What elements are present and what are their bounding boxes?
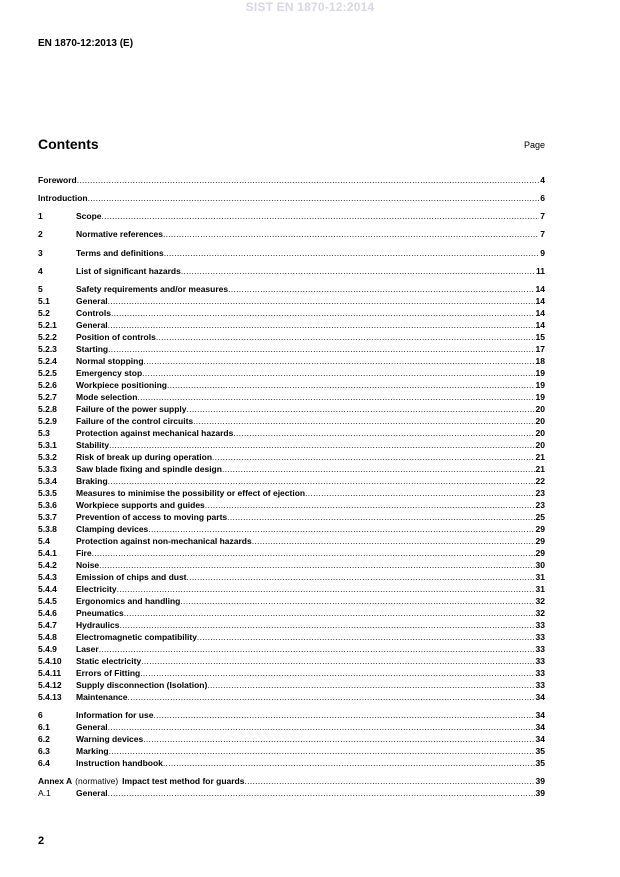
toc-title: Position of controls — [76, 332, 156, 342]
toc-number: 5.2.2 — [38, 332, 57, 342]
toc-row[interactable] — [38, 229, 545, 240]
toc-leader — [187, 404, 535, 415]
toc-page: 31 — [535, 572, 545, 582]
toc-page: 29 — [535, 548, 545, 558]
toc-number: 5.4.5 — [38, 596, 57, 606]
page-number: 2 — [38, 835, 45, 847]
toc-title: Workpiece supports and guides — [76, 500, 205, 510]
toc-title: Instruction handbook — [76, 758, 163, 768]
toc-row[interactable] — [38, 175, 545, 186]
toc-number: 5.3.5 — [38, 488, 57, 498]
toc-title: Failure of the power supply — [76, 404, 187, 414]
toc-row[interactable] — [38, 193, 545, 204]
toc-number: 6.2 — [38, 734, 50, 744]
toc-row[interactable] — [38, 476, 545, 487]
toc-leader — [164, 248, 540, 259]
toc-title: Scope — [76, 211, 102, 221]
toc-number: 5.4.4 — [38, 584, 57, 594]
toc-row[interactable] — [38, 211, 545, 222]
toc-number: 5.3.6 — [38, 500, 57, 510]
toc-row[interactable] — [38, 428, 545, 439]
toc-number: 6.3 — [38, 746, 50, 756]
toc-page: 20 — [535, 428, 545, 438]
toc-number: 6.4 — [38, 758, 50, 768]
toc-number: 5 — [38, 284, 43, 294]
toc-number: 5.4.3 — [38, 572, 57, 582]
toc-page: 14 — [535, 284, 545, 294]
toc-row[interactable] — [38, 266, 545, 277]
toc-row[interactable] — [38, 656, 545, 667]
toc-number: 6 — [38, 710, 43, 720]
toc-row[interactable] — [38, 512, 545, 523]
toc-title: Hydraulics — [76, 620, 120, 630]
toc-page: 34 — [535, 734, 545, 744]
toc-title: Mode selection — [76, 392, 138, 402]
toc-leader — [228, 284, 534, 295]
toc-number: 5.2 — [38, 308, 50, 318]
toc-number: 1 — [38, 211, 43, 221]
toc-title: Protection against mechanical hazards — [76, 428, 234, 438]
toc-number: 5.4.2 — [38, 560, 57, 570]
toc-row[interactable] — [38, 584, 545, 595]
toc-page: 33 — [535, 656, 545, 666]
toc-title: General — [76, 296, 108, 306]
toc-leader — [227, 512, 534, 523]
toc-title: List of significant hazards — [76, 266, 181, 276]
toc-page: 6 — [540, 193, 545, 203]
toc-page: 32 — [535, 608, 545, 618]
toc-leader — [167, 380, 535, 391]
toc-leader — [88, 193, 540, 204]
toc-number: 5.4.6 — [38, 608, 57, 618]
toc-page: 4 — [540, 175, 545, 185]
toc-title: Impact test method for guards — [122, 776, 245, 786]
toc-row[interactable] — [38, 296, 545, 307]
toc-row[interactable] — [38, 644, 545, 655]
document-id: EN 1870-12:2013 (E) — [38, 38, 134, 49]
toc-number: A.1 — [38, 788, 51, 798]
toc-page: 15 — [535, 332, 545, 342]
toc-page: 35 — [535, 758, 545, 768]
toc-number: 5.2.8 — [38, 404, 57, 414]
toc-number: 5.3.7 — [38, 512, 57, 522]
toc-number: 5.4.11 — [38, 668, 62, 678]
toc-title: Maintenance — [76, 692, 128, 702]
toc-page: 19 — [535, 368, 545, 378]
toc-leader — [153, 710, 534, 721]
toc-row[interactable] — [38, 332, 545, 343]
toc-leader — [181, 266, 535, 277]
toc-page: 20 — [535, 404, 545, 414]
toc-leader — [197, 632, 535, 643]
toc-page: 9 — [540, 248, 545, 258]
toc-row[interactable] — [38, 308, 545, 319]
toc-leader — [109, 746, 535, 757]
toc-title: Fire — [76, 548, 92, 558]
toc-leader — [144, 356, 535, 367]
toc-page: 29 — [535, 524, 545, 534]
toc-leader — [233, 428, 534, 439]
toc-page: 22 — [535, 476, 545, 486]
toc-leader — [140, 668, 534, 679]
toc-number: 5.3 — [38, 428, 50, 438]
page-column-label: Page — [523, 140, 545, 150]
toc-leader — [108, 788, 535, 799]
toc-title: Information for use — [76, 710, 154, 720]
toc-title: Static electricity — [76, 656, 142, 666]
toc-row[interactable] — [38, 440, 545, 451]
toc-leader — [205, 500, 535, 511]
toc-leader — [77, 175, 540, 186]
toc-title: Marking — [76, 746, 109, 756]
toc-page: 33 — [535, 644, 545, 654]
toc-number: 5.3.4 — [38, 476, 57, 486]
toc-title: Terms and definitions — [76, 248, 164, 258]
toc-annex-label: Annex A — [38, 776, 73, 786]
toc-number: 5.3.2 — [38, 452, 57, 462]
toc-number: 5.4.9 — [38, 644, 57, 654]
toc-number: 5.2.3 — [38, 344, 57, 354]
toc-row[interactable] — [38, 500, 545, 511]
toc-row[interactable] — [38, 452, 545, 463]
toc-row[interactable] — [38, 758, 545, 769]
toc-leader — [128, 692, 535, 703]
toc-leader — [108, 344, 534, 355]
toc-number: 5.4 — [38, 536, 50, 546]
toc-title: Foreword — [38, 175, 77, 185]
toc-leader — [252, 536, 535, 547]
toc-title: Normal stopping — [76, 356, 144, 366]
toc-page: 32 — [535, 596, 545, 606]
toc-number: 5.4.12 — [38, 680, 62, 690]
toc-number: 3 — [38, 248, 43, 258]
toc-page: 31 — [535, 584, 545, 594]
toc-leader — [193, 416, 534, 427]
toc-row[interactable] — [38, 746, 545, 757]
toc-leader — [92, 548, 535, 559]
toc-title: Prevention of access to moving parts — [76, 512, 228, 522]
toc-number: 5.2.4 — [38, 356, 57, 366]
toc-title: Risk of break up during operation — [76, 452, 213, 462]
toc-page: 7 — [540, 211, 545, 221]
toc-row[interactable] — [38, 344, 545, 355]
toc-leader — [108, 476, 535, 487]
toc-title: Stability — [76, 440, 110, 450]
watermark: SIST EN 1870-12:2014 — [245, 0, 375, 14]
toc-leader — [102, 211, 540, 222]
toc-page: 20 — [535, 416, 545, 426]
toc-number: 4 — [38, 266, 43, 276]
toc-number: 5.4.10 — [38, 656, 62, 666]
toc-page: 23 — [535, 500, 545, 510]
toc-page: 11 — [536, 266, 545, 276]
toc-leader — [305, 488, 534, 499]
toc-leader — [142, 368, 534, 379]
toc-page: 39 — [535, 776, 545, 786]
toc-page: 33 — [535, 668, 545, 678]
toc-row[interactable] — [38, 416, 545, 427]
toc-annex-type: (normative) — [75, 776, 119, 786]
toc-leader — [119, 620, 534, 631]
toc-page: 35 — [535, 746, 545, 756]
toc-leader — [99, 644, 535, 655]
toc-leader — [143, 734, 534, 745]
toc-row[interactable] — [38, 680, 545, 691]
toc-title: Emission of chips and dust — [76, 572, 187, 582]
toc-number: 5.4.1 — [38, 548, 57, 558]
toc-page: 39 — [535, 788, 545, 798]
toc-leader — [222, 464, 535, 475]
toc-row[interactable] — [38, 380, 545, 391]
toc-title: Introduction — [38, 193, 88, 203]
toc-page: 25 — [535, 512, 545, 522]
toc-row[interactable] — [38, 692, 545, 703]
toc-leader — [109, 440, 534, 451]
toc-leader — [180, 596, 534, 607]
toc-page: 7 — [540, 229, 545, 239]
toc-leader — [108, 296, 535, 307]
toc-leader — [207, 680, 534, 691]
toc-page: 19 — [535, 392, 545, 402]
toc-title: Errors of Fitting — [76, 668, 141, 678]
toc-row[interactable] — [38, 560, 545, 571]
toc-page: 21 — [535, 464, 545, 474]
toc-title: Braking — [76, 476, 108, 486]
toc-page: 33 — [535, 632, 545, 642]
toc-number: 5.2.9 — [38, 416, 57, 426]
toc-title: General — [76, 788, 108, 798]
toc-leader — [244, 776, 534, 787]
toc-title: Pneumatics — [76, 608, 124, 618]
toc-row[interactable] — [38, 356, 545, 367]
toc-row[interactable] — [38, 404, 545, 415]
toc-title: Electromagnetic compatibility — [76, 632, 197, 642]
toc-row[interactable] — [38, 596, 545, 607]
toc-row[interactable] — [38, 632, 545, 643]
toc-title: Starting — [76, 344, 109, 354]
toc-leader — [124, 608, 535, 619]
toc-title: Saw blade fixing and spindle design — [76, 464, 222, 474]
toc-title: Noise — [76, 560, 100, 570]
contents-title: Contents — [38, 136, 99, 152]
toc-page: 23 — [535, 488, 545, 498]
toc-leader — [148, 524, 534, 535]
toc-row[interactable] — [38, 710, 545, 721]
toc-leader — [163, 229, 539, 240]
toc-page: 18 — [535, 356, 545, 366]
toc-title: Measures to minimise the possibility or effect of ejection — [76, 488, 306, 498]
toc-title: Controls — [76, 308, 111, 318]
toc-title: Electricity — [76, 584, 117, 594]
toc-title: Clamping devices — [76, 524, 149, 534]
toc-page: 33 — [535, 620, 545, 630]
toc-title: Emergency stop — [76, 368, 143, 378]
toc-number: 5.3.3 — [38, 464, 57, 474]
toc-row[interactable] — [38, 284, 545, 295]
toc-leader — [108, 320, 535, 331]
toc-row[interactable] — [38, 320, 545, 331]
toc-title: General — [76, 320, 108, 330]
toc-title: Supply disconnection (Isolation) — [76, 680, 208, 690]
toc-page: 34 — [535, 710, 545, 720]
toc-row[interactable] — [38, 524, 545, 535]
toc-title: Normative references — [76, 229, 163, 239]
toc-page: 14 — [535, 296, 545, 306]
toc-number: 5.2.6 — [38, 380, 57, 390]
toc-title: General — [76, 722, 108, 732]
toc-leader — [163, 758, 535, 769]
toc-number: 5.4.8 — [38, 632, 57, 642]
toc-number: 6.1 — [38, 722, 50, 732]
toc-row[interactable] — [38, 788, 545, 799]
toc-row[interactable] — [38, 722, 545, 733]
toc-leader — [108, 722, 535, 733]
toc-page: 34 — [535, 722, 545, 732]
toc-leader — [141, 656, 534, 667]
toc-leader — [137, 392, 534, 403]
toc-page: 19 — [535, 380, 545, 390]
toc-leader — [212, 452, 535, 463]
toc-title: Workpiece positioning — [76, 380, 167, 390]
toc-row[interactable] — [38, 548, 545, 559]
toc-number: 5.4.13 — [38, 692, 62, 702]
toc-row[interactable] — [38, 368, 545, 379]
toc-row-annex[interactable] — [38, 776, 545, 787]
toc-page: 17 — [535, 344, 545, 354]
toc-row[interactable] — [38, 536, 545, 547]
toc-page: 33 — [535, 680, 545, 690]
toc-row[interactable] — [38, 572, 545, 583]
toc-row[interactable] — [38, 620, 545, 631]
toc-row[interactable] — [38, 464, 545, 475]
toc-leader — [99, 560, 534, 571]
toc-number: 2 — [38, 229, 43, 239]
toc-leader — [156, 332, 535, 343]
toc-page: 30 — [535, 560, 545, 570]
toc-number: 5.2.1 — [38, 320, 57, 330]
toc-page: 14 — [535, 320, 545, 330]
toc-number: 5.2.5 — [38, 368, 57, 378]
toc-leader — [187, 572, 535, 583]
toc-page: 29 — [535, 536, 545, 546]
toc-page: 21 — [535, 452, 545, 462]
toc-title: Warning devices — [76, 734, 144, 744]
toc-title: Safety requirements and/or measures — [76, 284, 229, 294]
toc-title: Protection against non-mechanical hazards — [76, 536, 252, 546]
toc-number: 5.2.7 — [38, 392, 57, 402]
toc-leader — [117, 584, 535, 595]
toc-number: 5.4.7 — [38, 620, 57, 630]
toc-number: 5.1 — [38, 296, 50, 306]
toc-row[interactable] — [38, 392, 545, 403]
toc-title: Laser — [76, 644, 99, 654]
toc-number: 5.3.8 — [38, 524, 57, 534]
toc-row[interactable] — [38, 248, 545, 259]
toc-row[interactable] — [38, 734, 545, 745]
toc-number: 5.3.1 — [38, 440, 57, 450]
toc-page: 14 — [535, 308, 545, 318]
toc-leader — [111, 308, 535, 319]
toc-title: Ergonomics and handling — [76, 596, 181, 606]
toc-page: 34 — [535, 692, 545, 702]
toc-title: Failure of the control circuits — [76, 416, 194, 426]
toc-row[interactable] — [38, 668, 545, 679]
toc-row[interactable] — [38, 608, 545, 619]
toc-row[interactable] — [38, 488, 545, 499]
toc-page: 20 — [535, 440, 545, 450]
